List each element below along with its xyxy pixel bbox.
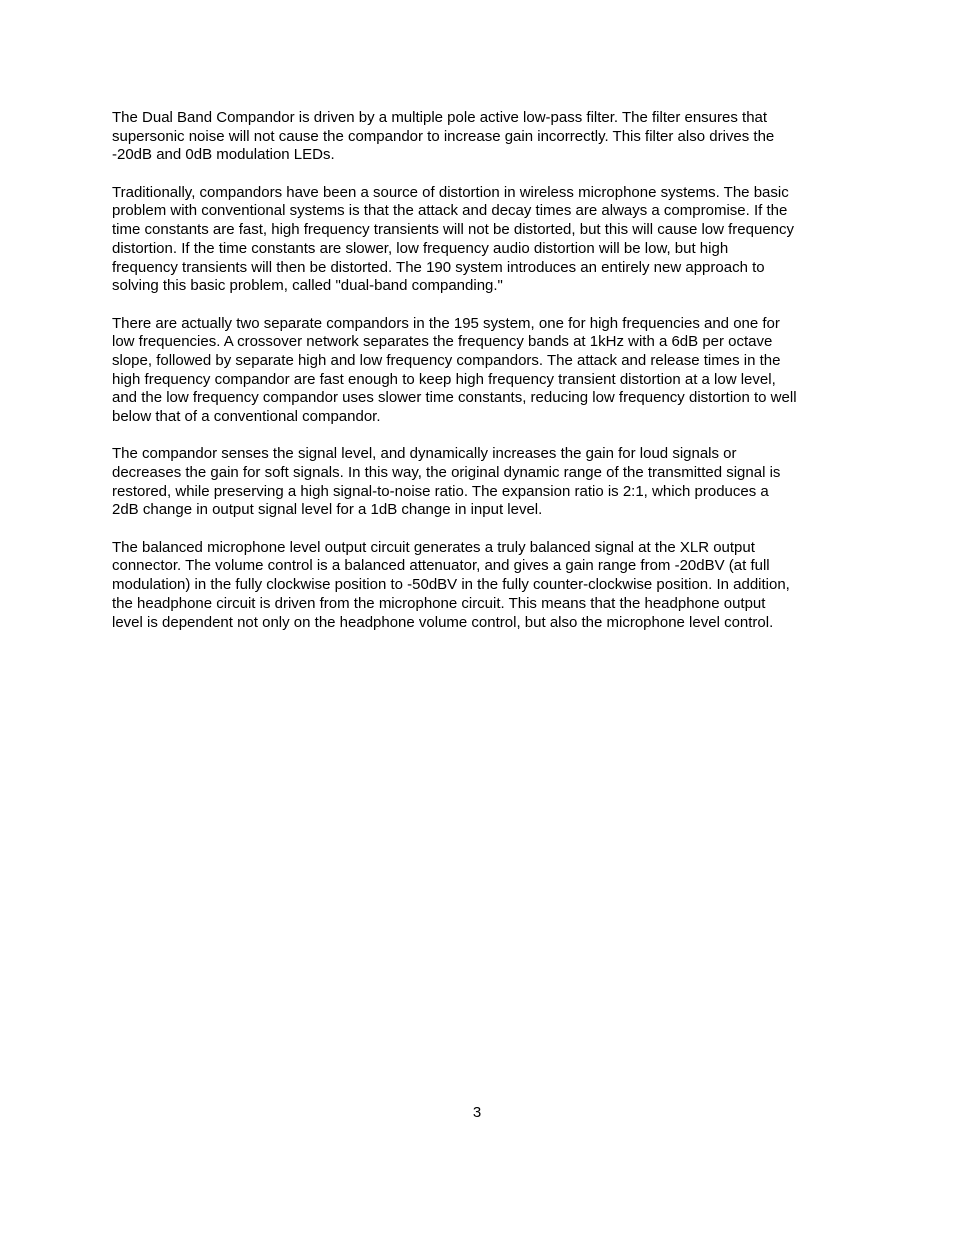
text-line: The compandor senses the signal level, and dynamically increases the gain for loud signals or: [112, 445, 737, 463]
paragraph-compandor-distortion: [112, 184, 840, 296]
text-line: The balanced microphone level output circuit generates a truly balanced signal at the XLR output: [112, 538, 755, 556]
text-line: the headphone circuit is driven from the microphone circuit. This means that the headphone output: [112, 594, 766, 612]
paragraph-dual-compandors: [112, 315, 840, 427]
text-line: 2dB change in output signal level for a 1dB change in input level.: [112, 501, 543, 519]
text-line: and the low frequency compandor uses slower time constants, reducing low frequency distortion to well: [112, 389, 797, 407]
text-line: slope, followed by separate high and low frequency compandors. The attack and release times in the: [112, 351, 781, 369]
text-line: level is dependent not only on the headphone volume control, but also the microphone level control.: [112, 613, 774, 631]
text-line: time constants are fast, high frequency transients will not be distorted, but this will cause low frequency: [112, 221, 795, 239]
paragraph-balanced-output: [112, 539, 840, 633]
text-line: problem with conventional systems is that the attack and decay times are always a compromise. If the: [112, 202, 788, 220]
text-line: modulation) in the fully clockwise position to -50dBV in the fully counter-clockwise position. In addition,: [112, 576, 790, 594]
paragraph-signal-level: [112, 445, 840, 520]
paragraph-compandor-filter: [112, 109, 840, 165]
text-line: The Dual Band Compandor is driven by a multiple pole active low-pass filter. The filter ensures that: [112, 109, 768, 126]
text-line: distortion. If the time constants are slower, low frequency audio distortion will be low, but high: [112, 239, 729, 257]
text-line: decreases the gain for soft signals. In this way, the original dynamic range of the transmitted signal is: [112, 464, 781, 482]
text-line: solving this basic problem, called "dual-band companding.": [112, 277, 503, 295]
body-text: [112, 109, 840, 651]
text-line: Traditionally, compandors have been a source of distortion in wireless microphone systems. The basic: [112, 183, 789, 201]
text-line: below that of a conventional compandor.: [112, 408, 381, 426]
page-number: 3: [472, 1104, 482, 1121]
text-line: There are actually two separate compandors in the 195 system, one for high frequencies and one for: [112, 314, 780, 332]
text-line: low frequencies. A crossover network separates the frequency bands at 1kHz with a 6dB per octave: [112, 333, 773, 351]
text-line: -20dB and 0dB modulation LEDs.: [112, 146, 335, 164]
text-line: supersonic noise will not cause the compandor to increase gain incorrectly. This filter also drives the: [112, 127, 775, 145]
text-line: restored, while preserving a high signal-to-noise ratio. The expansion ratio is 2:1, which produces a: [112, 482, 769, 500]
text-line: frequency transients will then be distorted. The 190 system introduces an entirely new approach to: [112, 258, 765, 276]
text-line: high frequency compandor are fast enough to keep high frequency transient distortion at a low level,: [112, 370, 776, 388]
text-line: connector. The volume control is a balanced attenuator, and gives a gain range from -20dBV (at full: [112, 557, 770, 575]
